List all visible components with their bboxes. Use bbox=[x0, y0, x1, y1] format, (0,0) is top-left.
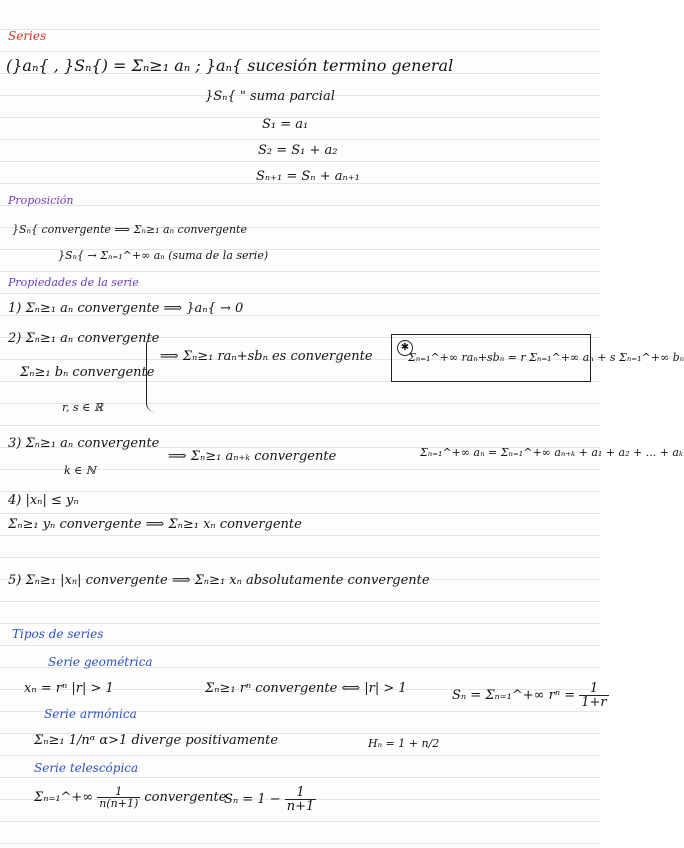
harmonic-series: Σₙ≥₁ 1/nᵅ α>1 diverge positivamente bbox=[34, 733, 279, 748]
property-2-scalars: r, s ∈ ℝ bbox=[62, 401, 103, 414]
s1-formula: S₁ = a₁ bbox=[262, 117, 309, 132]
geometric-sum-denominator: 1+r bbox=[581, 695, 607, 710]
geometric-convergence: Σₙ≥₁ rⁿ convergente ⟺ |r| > 1 bbox=[205, 681, 407, 696]
telescopic-partial-lhs: Sₙ = 1 − bbox=[224, 792, 281, 807]
telescopic-fraction bbox=[97, 786, 140, 809]
property-3-result: ⟹ Σₙ≥₁ aₙ₊ₖ convergente bbox=[168, 449, 337, 464]
property-2-line-b: Σₙ≥₁ bₙ convergente bbox=[20, 365, 155, 380]
property-2-result: ⟹ Σₙ≥₁ raₙ+sbₙ es convergente bbox=[160, 349, 373, 364]
boxed-formula: Σₙ₌₁^+∞ raₙ+sbₙ = r Σₙ₌₁^+∞ aₙ + s Σₙ₌₁^+∞ bₙ bbox=[408, 351, 684, 364]
property-3-line-a: 3) Σₙ≥₁ aₙ convergente bbox=[8, 436, 160, 451]
telescopic-numerator: 1 bbox=[97, 786, 140, 798]
tipos-heading: Tipos de series bbox=[12, 627, 104, 641]
property-3-formula: Σₙ₌₁^+∞ aₙ = Σₙ₌₁^+∞ aₙ₊ₖ + a₁ + a₂ + ... + aₖ bbox=[420, 446, 683, 459]
harmonic-partial: Hₙ = 1 + n/2 bbox=[368, 737, 440, 750]
telescopic-partial-denominator: n+1 bbox=[286, 799, 315, 814]
property-5: 5) Σₙ≥₁ |xₙ| convergente ⟹ Σₙ≥₁ xₙ absolutamente convergente bbox=[8, 573, 430, 588]
geometric-heading: Serie geométrica bbox=[48, 655, 153, 669]
property-4-line-a: 4) |xₙ| ≤ yₙ bbox=[8, 493, 79, 508]
property-1: 1) Σₙ≥₁ aₙ convergente ⟹ }aₙ{ → 0 bbox=[8, 301, 244, 316]
harmonic-heading: Serie armónica bbox=[44, 707, 137, 721]
telescopic-sum-sign: Σₙ₌₁^+∞ bbox=[34, 790, 94, 805]
telescopic-heading: Serie telescópica bbox=[34, 761, 139, 775]
partial-sum-definition: }Sₙ{ " suma parcial bbox=[205, 89, 335, 104]
geometric-sum-lhs: Sₙ = Σₙ₌₁^+∞ rⁿ = bbox=[452, 688, 576, 703]
telescopic-denominator: n(n+1) bbox=[99, 797, 139, 810]
geometric-term: xₙ = rⁿ |r| > 1 bbox=[24, 681, 114, 696]
brace bbox=[146, 336, 155, 412]
geometric-sum bbox=[452, 682, 609, 709]
propiedades-heading: Propiedades de la serie bbox=[8, 276, 139, 289]
telescopic-partial-numerator: 1 bbox=[285, 786, 317, 800]
series-definition: (}aₙ{ , }Sₙ{) = Σₙ≥₁ aₙ ; }aₙ{ sucesión termino general bbox=[6, 56, 454, 75]
geometric-sum-fraction bbox=[579, 682, 608, 709]
geometric-sum-numerator: 1 bbox=[579, 682, 608, 696]
star-icon: ✱ bbox=[397, 340, 413, 356]
telescopic-convergente: convergente bbox=[144, 790, 227, 805]
property-4-line-b: Σₙ≥₁ yₙ convergente ⟹ Σₙ≥₁ xₙ convergente bbox=[8, 517, 302, 532]
telescopic-partial-sum bbox=[224, 786, 316, 813]
property-2-line-a: 2) Σₙ≥₁ aₙ convergente bbox=[8, 331, 160, 346]
proposicion-line-2: }Sₙ{ → Σₙ₌₁^+∞ aₙ (suma de la serie) bbox=[58, 249, 269, 262]
series-title: Series bbox=[8, 29, 47, 43]
proposicion-line-1: }Sₙ{ convergente ⟹ Σₙ≥₁ aₙ convergente bbox=[12, 223, 247, 236]
s2-formula: S₂ = S₁ + a₂ bbox=[258, 143, 338, 158]
telescopic-partial-fraction bbox=[285, 786, 317, 813]
telescopic-series bbox=[34, 786, 226, 809]
proposicion-heading: Proposición bbox=[8, 194, 74, 207]
property-3-k: k ∈ ℕ bbox=[64, 464, 96, 477]
sn1-formula: Sₙ₊₁ = Sₙ + aₙ₊₁ bbox=[256, 169, 360, 184]
boxed-linearity-formula bbox=[391, 334, 684, 382]
